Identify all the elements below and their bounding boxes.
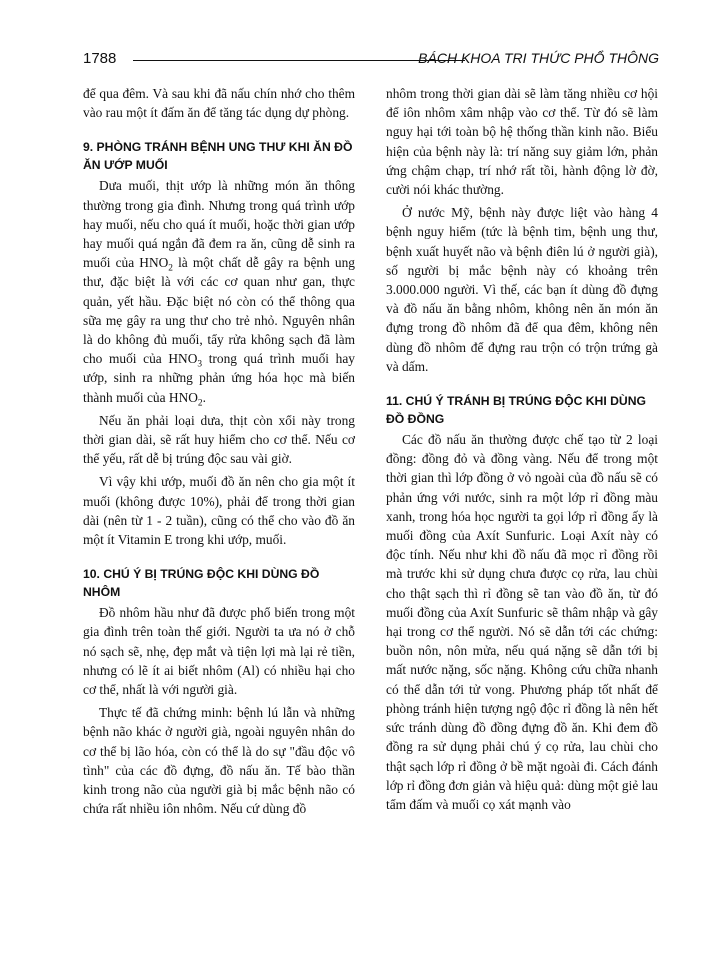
right-column: [386, 84, 658, 818]
paragraph: Ở nước Mỹ, bệnh này được liệt vào hàng 4 bệnh nguy hiểm (tức là bệnh tim, bệnh ung thư, bệnh xuất huyết não và bệnh điên lú ở người già), số người bị mắc bệnh này có khoảng trên 3.000.000 người. Vì thế, các bạn ít dùng đồ đựng và đồ nấu ăn bằng nhôm, không nên ăn món ăn đựng trong đồ nhôm đã để qua đêm, không nên dùng đồ nhôm để đựng rau trộn có trộn trứng gà và dấm.: [386, 205, 658, 374]
paragraph: [83, 176, 355, 409]
text-run: .: [202, 389, 206, 405]
paragraph: Các đồ nấu ăn thường được chế tạo từ 2 loại đồng: đồng đỏ và đồng vàng. Nếu để trong một thời gian thì lớp đồng ở vỏ ngoài của đồ nấu sẽ có phản ứng với nước, sinh ra một lớp rỉ đồng màu xanh, trong hóa học người ta gọi lớp rỉ đồng ấy là muối đồng của Axít Sunfuric. Loại Axít này có độc tính. Nếu như khi đồ nấu đã mọc rỉ đồng rồi mà trước khi sử dụng chưa được cọ rửa, lau chùi cho thật sạch thì rỉ đồng sẽ tan vào đồ ăn, từ đó muối đồng của Axít Sunfuric sẽ thâm nhập và gây hại trong cơ thể người. Nó sẽ dẫn tới các chứng: buồn nôn, nôn mửa, nếu quá nặng sẽ dẫn tới bị mất nước nặng, sốc nặng. Không cứu chữa nhanh có thể dẫn tới tử vong. Phương pháp tốt nhất để phòng tránh hiện tượng ngộ độc rỉ đồng là nên hết sức tránh dùng đồ đồng đựng đồ ăn. Khi đem đồ đồng ra sử dụng phải chú ý cọ rửa, lau chùi cho thật sạch lớp rỉ đồng ở bề mặt ngoài đi. Cách đánh lớp rỉ đồng đơn giản và hiệu quả: dùng một giẻ lau tẩm đấm và muối cọ xát mạnh vào: [386, 432, 658, 812]
subscript: 2: [168, 263, 173, 274]
paragraph: nhôm trong thời gian dài sẽ làm tăng nhiều cơ hội để iôn nhôm xâm nhập vào cơ thể. Từ đó sẽ làm nguy hại tới toàn bộ hệ thống thần kinh não. Biểu hiện của bệnh này là: trí năng suy giảm lớn, phản ứng chậm chạp, trí nhớ rất tồi, hành động lờ đờ, cười nói khác thường.: [386, 86, 658, 198]
section-heading-9: 9. PHÒNG TRÁNH BỆNH UNG THƯ KHI ĂN ĐỒ ĂN ƯỚP MUỐI: [83, 140, 353, 173]
section-heading-11: 11. CHÚ Ý TRÁNH BỊ TRÚNG ĐỘC KHI DÙNG ĐỒ ĐỒNG: [386, 394, 647, 427]
text-run: là một chất dễ gây ra bệnh ung thư, đặc biệt là với các cơ quan như gan, thực quản, yết hầu. Đặc biệt nó còn có thể thông qua sữa mẹ gây ra ung thư cho trẻ nhỏ. Nguyên nhân là do không đủ muối, tẩy rửa không sạch đã làm cho muối của HNO: [83, 255, 355, 367]
paragraph: Đồ nhôm hầu như đã được phổ biến trong một gia đình trên toàn thế giới. Người ta ưa nó ở chỗ nó sạch sẽ, nhẹ, đẹp mắt và tiện lợi mà lại rẻ tiền, nhưng có lẽ ít ai biết nhôm (Al) có nhiều hại cho cơ thể, nhất là với người già.: [83, 605, 355, 698]
paragraph: Nếu ăn phải loại dưa, thịt còn xổi này trong thời gian dài, sẽ rất huy hiểm cho cơ thể. Nếu cơ thể yếu, rất dễ bị trúng độc sau vài giờ.: [83, 412, 355, 467]
paragraph: Thực tế đã chứng minh: bệnh lú lẫn và những bệnh não khác ở người già, ngoài nguyên nhân do cơ thể bị lão hóa, còn có thể là do sự "đầu độc vô tình" của các đồ đựng, đồ nấu ăn. Tế bào thần kinh trong não của người già bị mắc bệnh não có chứa rất nhiều iôn nhôm. Nếu cứ dùng đồ: [83, 705, 355, 817]
section-heading-10: 10. CHÚ Ý BỊ TRÚNG ĐỘC KHI DÙNG ĐỒ NHÔM: [83, 567, 320, 600]
page-header: [83, 50, 659, 74]
text-run: Dưa muối, thịt ướp là những món ăn thông thường trong gia đình. Nhưng trong quá trình ướp hay muối, nếu cho quá ít muối, hoặc thời gian ướp hay muối quá ngắn đã đem ra ăn, cũng dễ sinh ra muối của HNO: [83, 178, 355, 271]
running-title: BÁCH KHOA TRI THỨC PHỔ THÔNG: [418, 50, 659, 66]
paragraph: để qua đêm. Và sau khi đã nấu chín nhớ cho thêm vào rau một ít đấm ăn để tăng tác dụng dự phòng.: [83, 86, 355, 121]
paragraph: Vì vậy khi ướp, muối đồ ăn nên cho gia một ít muối (không được 10%), phải để trong thời gian dài (nên từ 1 - 2 tuần), cũng có thể cho vào đồ ăn một ít Vitamin E trong khi ướp, muối.: [83, 474, 355, 548]
left-column: [83, 84, 355, 823]
page-number: 1788: [83, 50, 117, 67]
text-run: trong quá trình muối hay ướp, sinh ra những phản ứng hóa học mà biến thành muối của HNO: [83, 351, 355, 405]
subscript: 3: [197, 359, 203, 370]
header-rule: [133, 60, 465, 61]
subscript: 2: [197, 398, 203, 409]
